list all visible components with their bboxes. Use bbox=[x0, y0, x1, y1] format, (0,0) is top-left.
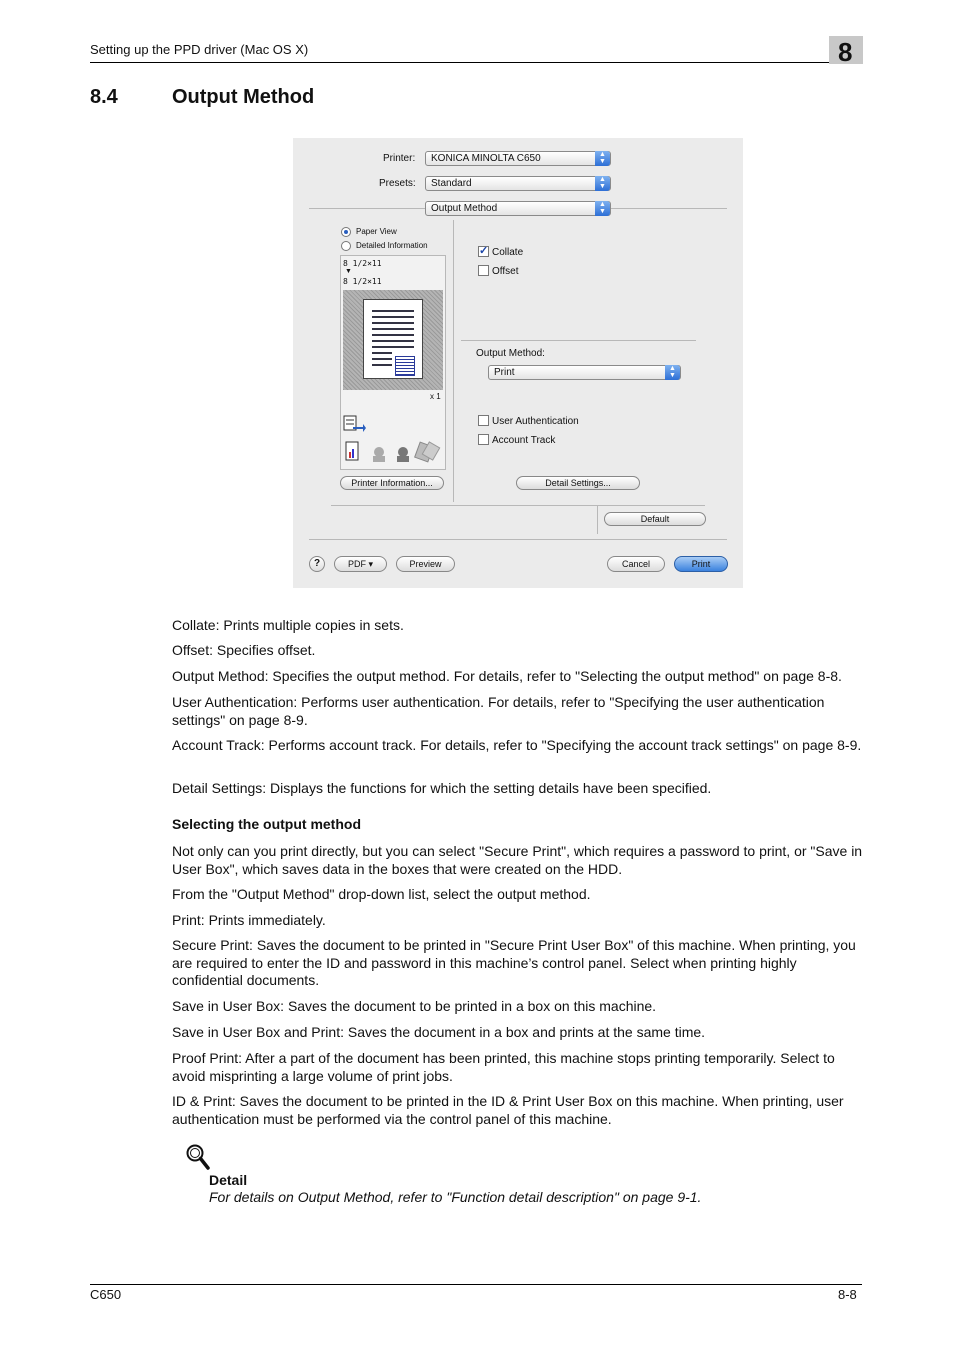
section-number: 8.4 bbox=[90, 86, 118, 108]
paragraph-output-method: Output Method: Specifies the output method. For details, refer to "Selecting the output method" on page 8-8. bbox=[172, 668, 842, 684]
panel-select-value: Output Method bbox=[431, 203, 498, 214]
popup-arrows-icon: ▲ ▼ bbox=[665, 365, 680, 380]
user-auth-checkbox[interactable] bbox=[478, 415, 489, 426]
pdf-button[interactable]: PDF ▾ bbox=[334, 556, 387, 572]
output-tray-icon bbox=[343, 415, 367, 435]
paper-size-output: 8 1/2×11 bbox=[343, 277, 382, 286]
popup-arrows-icon: ▲ ▼ bbox=[595, 201, 610, 216]
help-button[interactable]: ? bbox=[309, 556, 325, 572]
detail-settings-button[interactable]: Detail Settings... bbox=[516, 476, 640, 490]
divider bbox=[597, 506, 598, 534]
header-rule bbox=[90, 62, 862, 63]
cancel-button[interactable]: Cancel bbox=[607, 556, 665, 572]
copies-count: x 1 bbox=[430, 392, 441, 401]
paragraph-save-and-print: Save in User Box and Print: Saves the document in a box and prints at the same time. bbox=[172, 1024, 706, 1040]
collate-label: Collate bbox=[492, 247, 524, 258]
print-dialog bbox=[293, 138, 743, 588]
detail-text: For details on Output Method, refer to "Function detail description" on page 9-1. bbox=[209, 1189, 702, 1205]
output-method-label: Output Method: bbox=[476, 348, 545, 359]
paragraph-user-auth: User Authentication: Performs user authentication. For details, refer to "Specifying the user authentication settings" on page 8-9. bbox=[172, 694, 825, 728]
chapter-number: 8 bbox=[838, 37, 853, 67]
popup-arrows-icon: ▲ ▼ bbox=[595, 176, 610, 191]
page-icon bbox=[363, 299, 423, 379]
panel-select[interactable] bbox=[425, 201, 611, 216]
subheading: Selecting the output method bbox=[172, 816, 361, 832]
presets-label: Presets: bbox=[379, 178, 416, 189]
section-title: Output Method bbox=[172, 86, 315, 108]
default-button[interactable]: Default bbox=[604, 512, 706, 526]
output-method-select[interactable] bbox=[488, 365, 681, 380]
footer-rule bbox=[90, 1284, 862, 1285]
magnifier-icon bbox=[185, 1143, 211, 1171]
running-header: Setting up the PPD driver (Mac OS X) bbox=[90, 42, 309, 57]
presets-select-value: Standard bbox=[431, 178, 472, 189]
presets-select[interactable] bbox=[425, 176, 611, 191]
paper-size-original: 8 1/2×11 bbox=[343, 259, 382, 268]
output-method-select-value: Print bbox=[494, 367, 515, 378]
offset-label: Offset bbox=[492, 266, 519, 277]
footer-model: C650 bbox=[90, 1287, 122, 1302]
detailed-info-label: Detailed Information bbox=[356, 241, 428, 250]
printer-select[interactable] bbox=[425, 151, 611, 166]
paper-preview bbox=[343, 290, 443, 390]
account-track-label: Account Track bbox=[492, 435, 556, 446]
separator bbox=[611, 208, 727, 209]
collate-checkbox[interactable]: ✓ bbox=[479, 245, 489, 257]
column-divider bbox=[453, 220, 454, 502]
separator bbox=[461, 340, 696, 341]
down-arrow-icon: ▼ bbox=[345, 268, 352, 275]
paragraph-intro: Not only can you print directly, but you can select "Secure Print", which requires a password to print, or "Save in User Box", which saves data in the boxes that were created on the HDD. bbox=[172, 843, 863, 877]
user-auth-label: User Authentication bbox=[492, 416, 579, 427]
separator bbox=[309, 208, 425, 209]
paragraph-id-print: ID & Print: Saves the document to be printed in the ID & Print User Box on this machine. When printing, user authentication must be performed via the control panel of this machine. bbox=[172, 1093, 844, 1127]
print-button[interactable]: Print bbox=[674, 556, 728, 572]
paragraph-proof-print: Proof Print: After a part of the document has been printed, this machine stops printing temporarily. Select to avoid misprinting a large volume of print jobs. bbox=[172, 1050, 835, 1084]
printer-label: Printer: bbox=[383, 153, 416, 164]
detailed-info-radio[interactable] bbox=[341, 241, 351, 251]
printer-select-value: KONICA MINOLTA C650 bbox=[431, 153, 541, 164]
paragraph-collate: Collate: Prints multiple copies in sets. bbox=[172, 617, 404, 633]
paragraph-save-user-box: Save in User Box: Saves the document to be printed in a box on this machine. bbox=[172, 998, 657, 1014]
paragraph-secure-print: Secure Print: Saves the document to be printed in "Secure Print User Box" of this machine. When printing, you are required to enter the ID and password in this machine’s control panel. Select when printing highly confidential documents. bbox=[172, 937, 856, 988]
paragraph-offset: Offset: Specifies offset. bbox=[172, 642, 316, 658]
preview-button[interactable]: Preview bbox=[396, 556, 455, 572]
separator bbox=[331, 505, 705, 506]
printer-info-button[interactable]: Printer Information... bbox=[340, 476, 444, 490]
paragraph-select: From the "Output Method" drop-down list, select the output method. bbox=[172, 886, 591, 902]
popup-arrows-icon: ▲ ▼ bbox=[595, 151, 610, 166]
page-number: 8-8 bbox=[838, 1287, 857, 1302]
paragraph-account-track: Account Track: Performs account track. For details, refer to "Specifying the account track settings" on page 8-9. bbox=[172, 737, 862, 753]
separator bbox=[309, 539, 727, 540]
paragraph-detail-settings: Detail Settings: Displays the functions for which the setting details have been specified. bbox=[172, 780, 712, 796]
finishing-icons bbox=[345, 440, 451, 464]
paper-view-label: Paper View bbox=[356, 227, 397, 236]
detail-title: Detail bbox=[209, 1172, 248, 1188]
image-block-icon bbox=[395, 356, 415, 376]
paragraph-print: Print: Prints immediately. bbox=[172, 912, 326, 928]
paper-view-radio[interactable] bbox=[341, 227, 351, 237]
offset-checkbox[interactable] bbox=[478, 265, 489, 276]
account-track-checkbox[interactable] bbox=[478, 434, 489, 445]
